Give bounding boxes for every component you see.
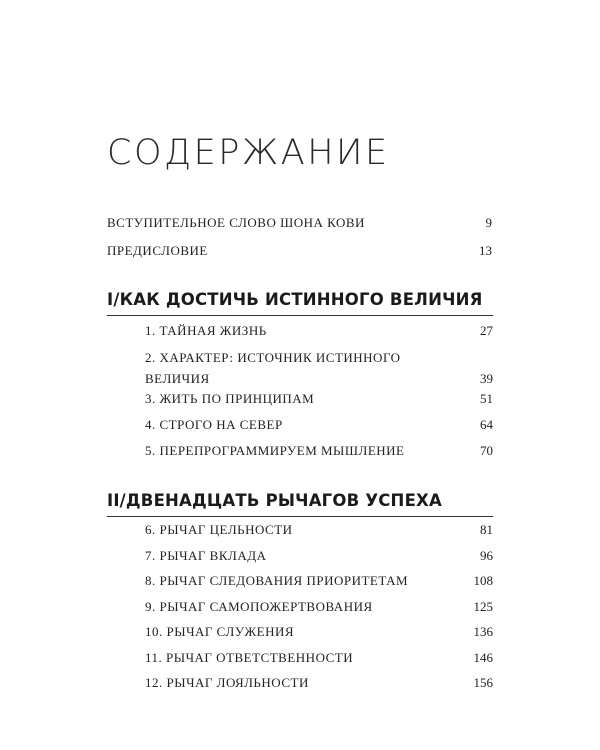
toc-entry-label: 5. ПЕРЕПРОГРАММИРУЕМ МЫШЛЕНИЕ — [145, 443, 405, 458]
toc-entry-label: 3. ЖИТЬ ПО ПРИНЦИПАМ — [145, 391, 315, 406]
toc-entry-page: 125 — [473, 599, 493, 614]
toc-entry-label: 11. РЫЧАГ ОТВЕТСТВЕННОСТИ — [145, 650, 354, 665]
toc-entry-label: 8. РЫЧАГ СЛЕДОВАНИЯ ПРИОРИТЕТАМ — [145, 573, 409, 588]
toc-entry — [145, 522, 493, 538]
toc-entry-page: 81 — [480, 522, 493, 537]
toc-entry — [145, 624, 493, 640]
toc-entry — [145, 347, 493, 389]
toc-entry-page: 27 — [480, 323, 493, 338]
toc-entry-label-line: ВЕЛИЧИЯ — [145, 371, 210, 386]
toc-entry — [145, 599, 493, 615]
toc-entry — [145, 675, 493, 691]
toc-entry — [145, 650, 493, 666]
toc-entry-page: 146 — [473, 650, 493, 665]
toc-entry — [145, 548, 493, 564]
toc-entry-label: 7. РЫЧАГ ВКЛАДА — [145, 548, 267, 563]
toc-entry-label: 10. РЫЧАГ СЛУЖЕНИЯ — [145, 624, 295, 639]
toc-entry-intro — [107, 215, 492, 231]
section-heading-1: I/КАК ДОСТИЧЬ ИСТИННОГО ВЕЛИЧИЯ — [107, 290, 483, 309]
toc-entry-page: 108 — [473, 573, 493, 588]
toc-entry-label: 6. РЫЧАГ ЦЕЛЬНОСТИ — [145, 522, 293, 537]
toc-entry-page: 64 — [480, 417, 493, 432]
toc-entry — [145, 323, 493, 339]
toc-entry-preface — [107, 243, 492, 259]
section-heading-2: II/ДВЕНАДЦАТЬ РЫЧАГОВ УСПЕХА — [107, 491, 442, 510]
toc-entry — [145, 391, 493, 407]
toc-entry-label: ВСТУПИТЕЛЬНОЕ СЛОВО ШОНА КОВИ — [107, 215, 365, 230]
toc-entry — [145, 443, 493, 459]
toc-entry-label: 9. РЫЧАГ САМОПОЖЕРТВОВАНИЯ — [145, 599, 373, 614]
toc-entry-label-line: 2. ХАРАКТЕР: ИСТОЧНИК ИСТИННОГО — [145, 350, 401, 365]
toc-entry-label: 4. СТРОГО НА СЕВЕР — [145, 417, 283, 432]
toc-entry-label: 1. ТАЙНАЯ ЖИЗНЬ — [145, 323, 267, 338]
toc-entry-page: 70 — [480, 443, 493, 458]
section-divider — [107, 315, 493, 316]
toc-entry-label: 12. РЫЧАГ ЛОЯЛЬНОСТИ — [145, 675, 309, 690]
toc-entry-page: 9 — [485, 215, 492, 230]
toc-entry — [145, 417, 493, 433]
toc-entry-page: 39 — [480, 371, 493, 386]
page-title: СОДЕРЖАНИЕ — [107, 133, 390, 173]
toc-entry — [145, 573, 493, 589]
toc-entry-page: 51 — [480, 391, 493, 406]
toc-entry-page: 13 — [479, 243, 492, 258]
toc-entry-label — [145, 347, 401, 389]
toc-entry-page: 136 — [473, 624, 493, 639]
section-divider — [107, 516, 493, 517]
toc-entry-page: 156 — [473, 675, 493, 690]
toc-entry-label: ПРЕДИСЛОВИЕ — [107, 243, 208, 258]
toc-entry-page: 96 — [480, 548, 493, 563]
